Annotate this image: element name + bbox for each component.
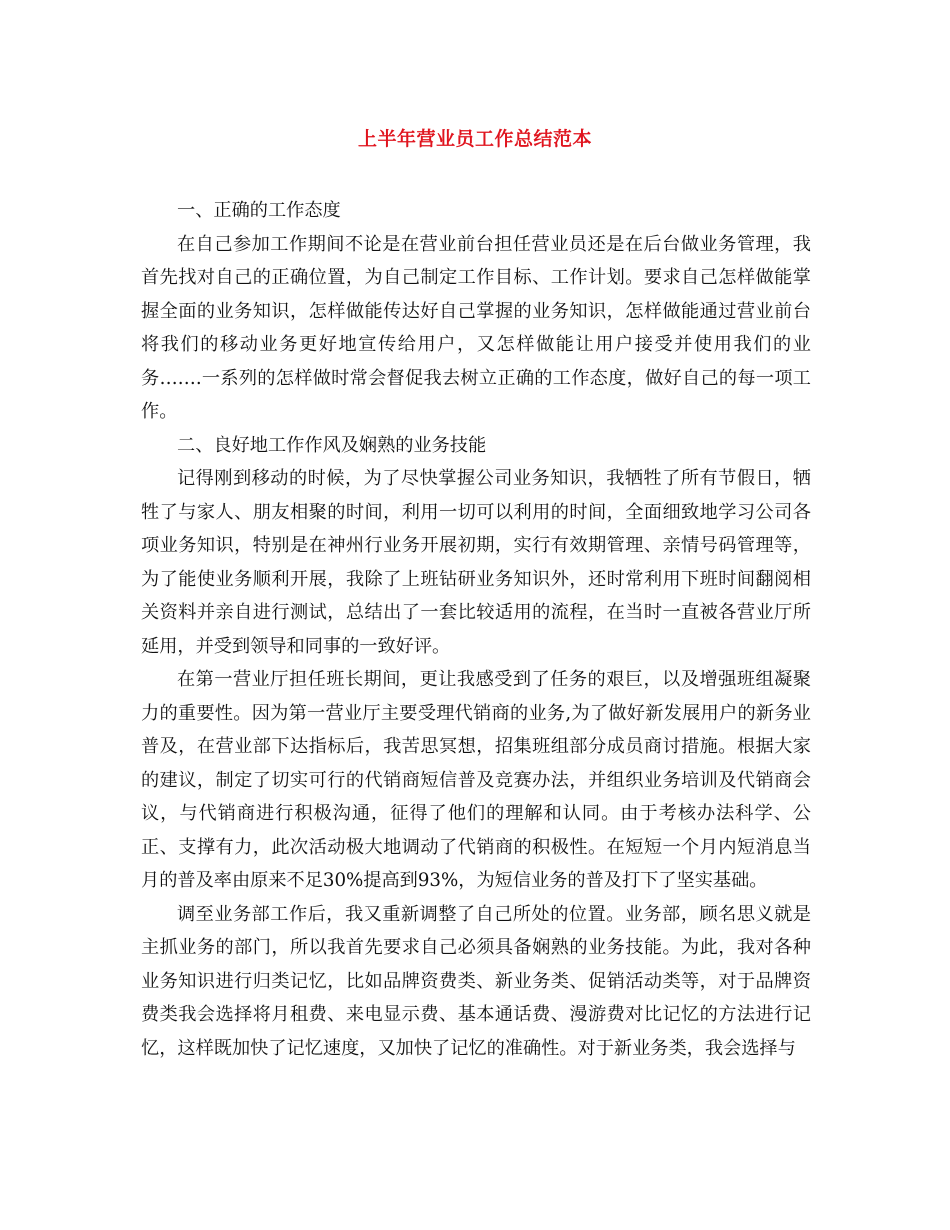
section-heading-2: 二、良好地工作作风及娴熟的业务技能 — [177, 434, 487, 456]
paragraph-2: 记得刚到移动的时候，为了尽快掌握公司业务知识，我牺牲了所有节假日，牺牲了与家人、朋友相聚的时间，利用一切可以利用的时间，全面细致地学习公司各项业务知识，特别是在神州行业务开展初期，实行有效期管理、亲情号码管理等，为了能使业务顺利开展，我除了上班钻研业务知识外，还时常利用下班时间翻阅相关资料并亲自进行测试，总结出了一套比较适用的流程，在当时一直被各营业厅所延用，并受到领导和同事的一致好评。 — [141, 468, 811, 657]
document-body — [141, 194, 811, 1065]
document-title: 上半年营业员工作总结范本 — [357, 128, 592, 150]
paragraph-4: 调至业务部工作后，我又重新调整了自己所处的位置。业务部，顾名思义就是主抓业务的部门，所以我首先要求自己必须具备娴熟的业务技能。为此，我对各种业务知识进行归类记忆，比如品牌资费类、新业务类、促销活动类等，对于品牌资费类我会选择将月租费、来电显示费、基本通话费、漫游费对比记忆的方法进行记忆，这样既加快了记忆速度，又加快了记忆的准确性。对于新业务类，我会选择与 — [141, 903, 811, 1059]
section-heading-1: 一、正确的工作态度 — [177, 200, 341, 221]
paragraph-1: 在自己参加工作期间不论是在营业前台担任营业员还是在后台做业务管理，我首先找对自己的正确位置，为自己制定工作目标、工作计划。要求自己怎样做能掌握全面的业务知识，怎样做能传达好自己掌握的业务知识，怎样做能通过营业前台将我们的移动业务更好地宣传给用户，又怎样做能让用户接受并使用我们的业务…….一系列的怎样做时常会督促我去树立正确的工作态度，做好自己的每一项工作。 — [141, 233, 811, 422]
paragraph-3: 在第一营业厅担任班长期间，更让我感受到了任务的艰巨，以及增强班组凝聚力的重要性。因为第一营业厅主要受理代销商的业务,为了做好新发展用户的新务业普及，在营业部下达指标后，我苦思冥想，招集班组部分成员商讨措施。根据大家的建议，制定了切实可行的代销商短信普及竞赛办法，并组织业务培训及代销商会议，与代销商进行积极沟通，征得了他们的理解和认同。由于考核办法科学、公正、支撑有力，此次活动极大地调动了代销商的积极性。在短短一个月内短消息当月的普及率由原来不足30%提高到93%，为短信业务的普及打下了坚实基础。 — [141, 669, 811, 891]
